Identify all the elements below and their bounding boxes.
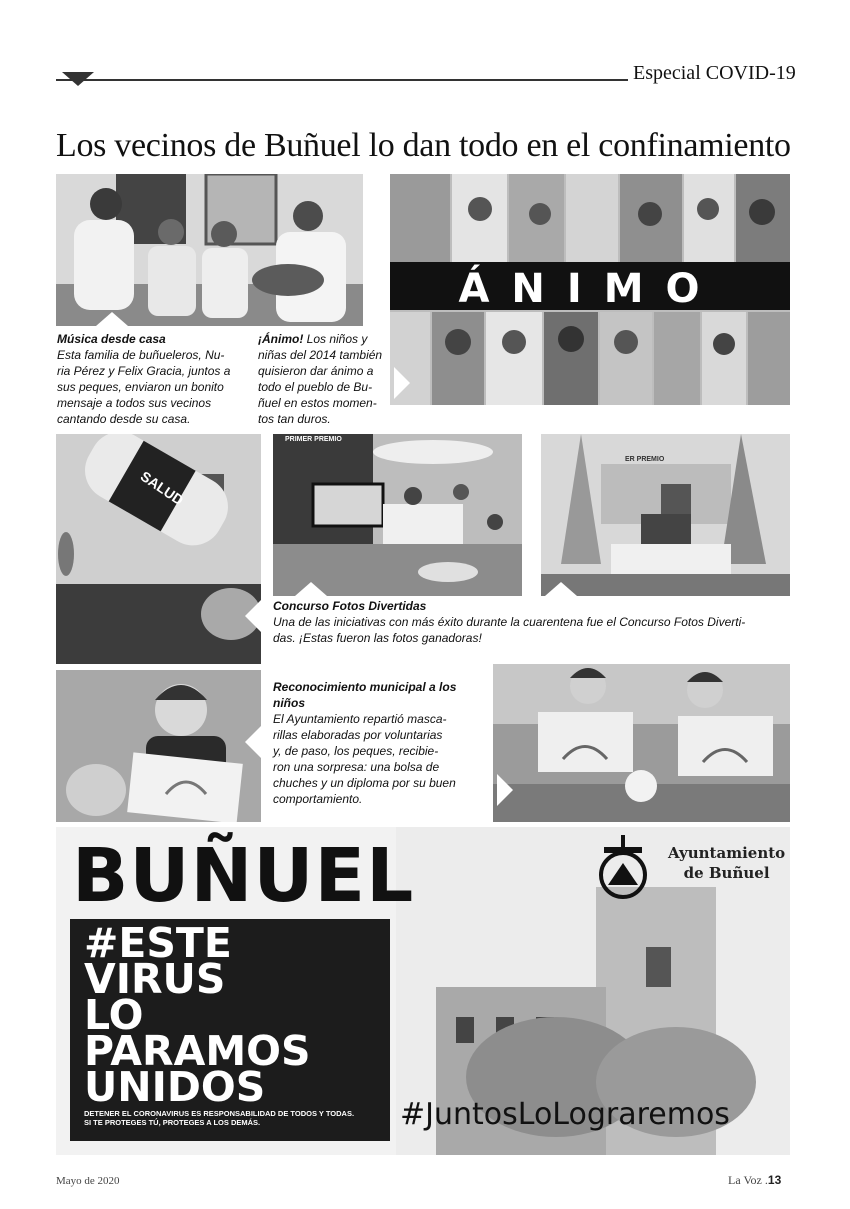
banner-title: BUÑUEL	[72, 833, 415, 919]
caption-line: Una de las iniciativas con más éxito durante la cuarentena fue el Concurso Fotos Diverti-	[273, 615, 746, 629]
caption-line: comportamiento.	[273, 792, 363, 806]
caption-reconocimiento-title: niños	[273, 696, 305, 710]
caption-line: Los niños y	[303, 332, 368, 346]
caption-line: sus peques, enviaron un bonito	[57, 380, 224, 394]
caption-line: Esta familia de buñueleros, Nu-	[57, 348, 225, 362]
slogan-note-line: DETENER EL CORONAVIRUS ES RESPONSABILIDAD DE TODOS Y TODAS.	[84, 1109, 355, 1118]
caption-concurso-title: Concurso Fotos Divertidas	[273, 599, 427, 613]
caption-line: das. ¡Estas fueron las fotos ganadoras!	[273, 631, 482, 645]
slogan-box	[70, 919, 390, 1141]
caption-line: y, de paso, los peques, recibie-	[273, 744, 439, 758]
caption-line: ñuel en estos momen-	[258, 396, 377, 410]
page-headline: Los vecinos de Buñuel lo dan todo en el confinamiento	[56, 127, 791, 164]
photo-salud-bottle	[56, 434, 261, 664]
footer-publication: La Voz .	[728, 1173, 768, 1187]
caption-line: niñas del 2014 también	[258, 348, 383, 362]
photo-boy-diploma	[56, 670, 261, 822]
photo-marker-icon	[245, 600, 261, 632]
premio-label: ER PREMIO	[625, 456, 665, 463]
caption-reconocimiento-title: Reconocimiento municipal a los	[273, 680, 457, 694]
caption-line: El Ayuntamiento repartió masca-	[273, 712, 447, 726]
caption-line: tos tan duros.	[258, 412, 331, 426]
header-triangle-icon	[62, 72, 94, 86]
slogan-line: #ESTE	[84, 919, 232, 967]
caption-line: quisieron dar ánimo a	[258, 364, 374, 378]
primer-premio-label: PRIMER PREMIO	[285, 436, 342, 443]
caption-concurso	[273, 598, 793, 646]
slogan-line: PARAMOS	[84, 1027, 311, 1075]
animo-banner	[390, 262, 790, 310]
coat-of-arms-icon	[598, 835, 648, 903]
caption-line: cantando desde su casa.	[57, 412, 191, 426]
photo-two-boys	[493, 664, 790, 822]
footer-page	[728, 1173, 781, 1188]
footer-date: Mayo de 2020	[56, 1175, 120, 1187]
caption-animo	[258, 331, 388, 427]
photo-marker-icon	[295, 582, 327, 596]
campaign-banner	[56, 827, 790, 1155]
caption-line: chuches y un diploma por su buen	[273, 776, 456, 790]
photo-marker-icon	[245, 726, 261, 758]
photo-marker-icon	[497, 774, 513, 806]
slogan-line: VIRUS	[84, 955, 226, 1003]
ayuntamiento-label	[668, 843, 785, 883]
caption-musica-title: Música desde casa	[57, 332, 166, 346]
caption-reconocimiento	[273, 679, 483, 807]
slogan-note-line: SI TE PROTEGES TÚ, PROTEGES A LOS DEMÁS.	[84, 1118, 261, 1127]
section-title: Especial COVID-19	[633, 62, 796, 84]
caption-line: ron una sorpresa: una bolsa de	[273, 760, 440, 774]
caption-line: ria Pérez y Felix Gracia, juntos a	[57, 364, 231, 378]
slogan-line: UNIDOS	[84, 1063, 266, 1111]
photo-marker-icon	[545, 582, 577, 596]
photo-marker-icon	[96, 312, 128, 326]
caption-musica	[57, 331, 257, 427]
banner-hashtag: #JuntosLoLograremos	[400, 1097, 730, 1132]
salud-label: SALUD	[137, 467, 187, 509]
caption-line: mensaje a todos sus vecinos	[57, 396, 212, 410]
photo-costumes	[541, 434, 790, 596]
photo-family-singing	[56, 174, 363, 326]
slogan-line: LO	[84, 991, 144, 1039]
ayuntamiento-line: Ayuntamiento	[668, 844, 786, 862]
page-number: 13	[767, 1173, 782, 1187]
caption-line: rillas elaboradas por voluntarias	[273, 728, 443, 742]
photo-living-room	[273, 434, 522, 596]
caption-line: todo el pueblo de Bu-	[258, 380, 373, 394]
ayuntamiento-line: de Buñuel	[683, 864, 770, 882]
photo-marker-icon	[394, 367, 410, 399]
slogan-note	[84, 1109, 384, 1127]
header-rule	[56, 79, 628, 81]
animo-banner-text: ÁNIMO	[458, 266, 722, 312]
caption-animo-lead: ¡Ánimo!	[258, 332, 304, 346]
